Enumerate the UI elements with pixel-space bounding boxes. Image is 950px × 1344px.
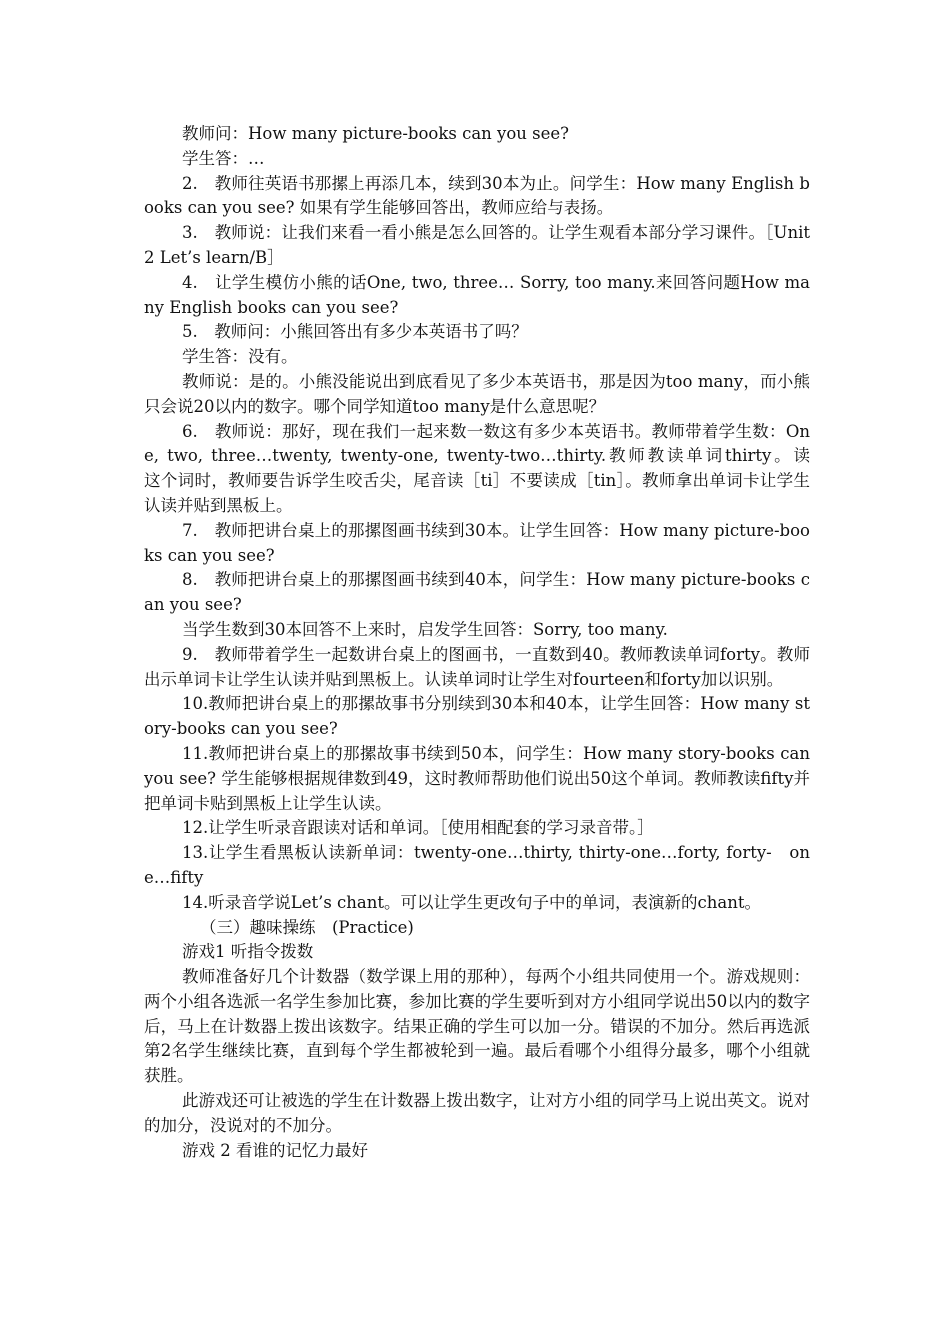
paragraph-step-10: 10.教师把讲台桌上的那摞故事书分别续到30本和40本，让学生回答：How many story-books can you see?: [144, 694, 810, 739]
paragraph-step-11: 11.教师把讲台桌上的那摞故事书续到50本，问学生：How many story-books can you see? 学生能够根据规律数到49，这时教师帮助他们说出50这个单词。教师教读fifty并把单词卡贴到黑板上让学生认读。: [144, 743, 810, 813]
document-body: [144, 122, 843, 1163]
paragraph-hint: 当学生数到30本回答不上来时，启发学生回答：Sorry, too many.: [182, 619, 668, 639]
paragraph-step-13: 13.让学生看黑板认读新单词：twenty-one…thirty, thirty-one…forty, forty- one…fifty: [144, 843, 810, 887]
paragraph-step-3: 3. 教师说：让我们来看一看小熊是怎么回答的。让学生观看本部分学习课件。［Unit 2 Let’s learn/B］: [144, 223, 810, 267]
game-1-heading: 游戏1 听指令拨数: [182, 942, 314, 962]
paragraph-step-6: 6. 教师说：那好，现在我们一起来数一数这有多少本英语书。教师带着学生数：One, two, three…twenty, twenty-one, twenty-two…thirty.教师教读单词thirty。读 这个词时，教师要告诉学生咬舌尖，尾音读［ti］不要读成［tin］。教师拿出单词卡让学生认读并贴到黑板上。: [144, 421, 843, 515]
paragraph-student-answer: 学生答：…: [182, 148, 265, 168]
paragraph-game-1-variant: 此游戏还可让被选的学生在计数器上拨出数字，让对方小组的同学马上说出英文。说对的加分，没说对的不加分。: [144, 1091, 810, 1135]
paragraph-step-2: 2. 教师往英语书那摞上再添几本，续到30本为止。问学生：How many English books can you see? 如果有学生能够回答出，教师应给与表扬。: [144, 173, 810, 218]
paragraph-step-9: 9. 教师带着学生一起数讲台桌上的图画书，一直数到40。教师教读单词forty。教师出示单词卡让学生认读并贴到黑板上。认读单词时让学生对fourteen和forty加以识别。: [144, 644, 810, 689]
game-2-heading: 游戏 2 看谁的记忆力最好: [182, 1140, 368, 1160]
paragraph-game-1-rules: 教师准备好几个计数器（数学课上用的那种），每两个小组共同使用一个。游戏规则：两个小组各选派一名学生参加比赛，参加比赛的学生要听到对方小组同学说出50以内的数字后，马上在计数器上拨出该数字。结果正确的学生可以加一分。错误的不加分。然后再选派第2名学生继续比赛，直到每个学生都被轮到一遍。最后看哪个小组得分最多，哪个小组就获胜。: [144, 967, 810, 1086]
paragraph-student-answer-2: 学生答：没有。: [182, 347, 298, 367]
paragraph-step-8: 8. 教师把讲台桌上的那摞图画书续到40本，问学生：How many picture-books can you see?: [144, 570, 810, 615]
paragraph-step-5: 5. 教师问：小熊回答出有多少本英语书了吗？: [182, 322, 528, 342]
paragraph-step-14: 14.听录音学说Let’s chant。可以让学生更改句子中的单词，表演新的chant。: [182, 892, 761, 912]
paragraph-teacher-question: 教师问：How many picture-books can you see?: [182, 124, 569, 143]
paragraph-step-12: 12.让学生听录音跟读对话和单词。［使用相配套的学习录音带。］: [182, 818, 654, 838]
paragraph-step-4: 4. 让学生模仿小熊的话One, two, three… Sorry, too many.来回答问题How many English books can you see?: [144, 272, 810, 317]
paragraph-step-7: 7. 教师把讲台桌上的那摞图画书续到30本。让学生回答：How many picture-books can you see?: [144, 520, 810, 565]
section-heading-practice: （三）趣味操练 (Practice): [200, 917, 414, 937]
paragraph-teacher-says: 教师说：是的。小熊没能说出到底看见了多少本英语书，那是因为too many，而小熊只会说20以内的数字。哪个同学知道too many是什么意思呢？: [144, 371, 810, 416]
